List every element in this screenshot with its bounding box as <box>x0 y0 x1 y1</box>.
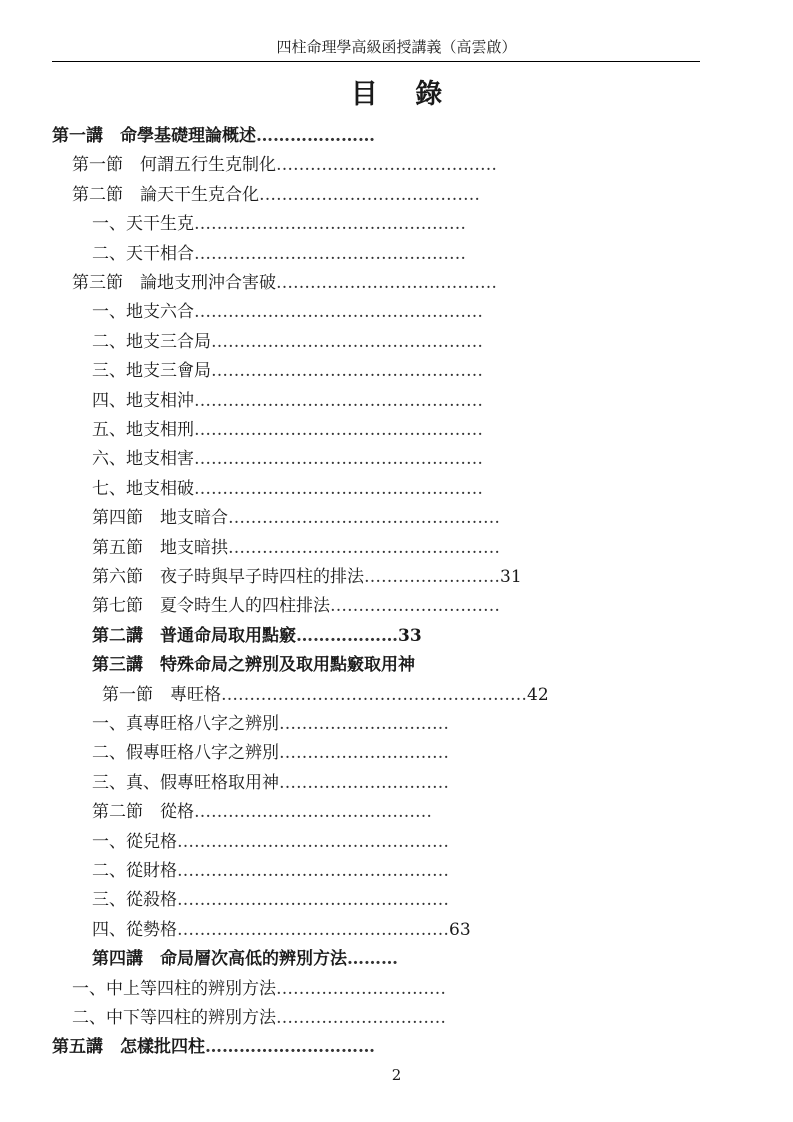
toc-entry[interactable] <box>92 475 483 503</box>
toc-leader-dots: …………………………………… <box>194 802 432 823</box>
toc-entry-title: 一、地支六合 <box>92 302 194 323</box>
toc-entry[interactable] <box>72 181 480 209</box>
toc-leader-dots: ………………………… <box>279 743 449 764</box>
toc-leader-dots: ………………………… <box>205 1037 375 1058</box>
toc-entry-title: 三、地支三會局 <box>92 361 211 382</box>
toc-entry[interactable] <box>92 651 415 679</box>
toc-entry-title: 二、地支三合局 <box>92 331 211 352</box>
toc-entry[interactable] <box>92 534 500 562</box>
toc-leader-dots: ………………………………………… <box>194 243 466 264</box>
toc-entry[interactable] <box>92 504 500 532</box>
toc-entry[interactable] <box>92 298 483 326</box>
toc-leader-dots: ………………………………………… <box>177 919 449 940</box>
toc-leader-dots: ………………………… <box>279 772 449 793</box>
toc-leader-dots: ………………………………… <box>276 155 497 176</box>
toc-entry-title: 第一節 何謂五行生克制化 <box>72 155 276 176</box>
toc-entry[interactable] <box>92 240 466 268</box>
toc-entry[interactable] <box>92 563 522 591</box>
toc-entry-title: 四、地支相沖 <box>92 390 194 411</box>
toc-entry-title: 四、從勢格 <box>92 919 177 940</box>
toc-page-number: 31 <box>500 567 522 587</box>
toc-entry-title: 第一講 命學基礎理論概述 <box>52 126 256 146</box>
toc-entry[interactable] <box>52 1033 375 1061</box>
toc-entry[interactable] <box>92 945 398 973</box>
toc-entry[interactable] <box>92 857 449 885</box>
toc-leader-dots: ………………… <box>256 126 375 146</box>
toc-leader-dots: ……………………………………………… <box>221 684 527 705</box>
toc-leader-dots: ……………… <box>296 625 398 646</box>
toc-entry[interactable] <box>92 739 449 767</box>
toc-leader-dots: ……… <box>347 949 398 970</box>
toc-entry-title: 三、真、假專旺格取用神 <box>92 772 279 793</box>
toc-leader-dots: …………………………………………… <box>194 302 483 323</box>
toc-leader-dots: ………………………… <box>330 596 500 617</box>
toc-page-number: 63 <box>449 919 471 940</box>
toc-entry-title: 二、中下等四柱的辨別方法 <box>72 1008 276 1028</box>
toc-leader-dots: ………………………… <box>276 1008 446 1028</box>
page-title: 目 錄 <box>350 79 457 110</box>
toc-entry-title: 五、地支相刑 <box>92 420 194 440</box>
toc-entry[interactable] <box>92 416 483 444</box>
toc-entry-title: 第二節 從格 <box>92 802 194 823</box>
toc-entry-title: 第二節 論天干生克合化 <box>72 184 259 205</box>
toc-entry-title: 三、從殺格 <box>92 890 177 911</box>
toc-leader-dots: ………………………………………… <box>211 331 483 352</box>
toc-leader-dots: ………………………… <box>276 978 446 999</box>
toc-entry-title: 一、從兒格 <box>92 831 177 852</box>
toc-entry-title: 一、真專旺格八字之辨別 <box>92 714 279 734</box>
toc-leader-dots: ………………………………………… <box>228 508 500 529</box>
toc-entry-title: 第二講 普通命局取用點竅 <box>92 625 296 646</box>
toc-leader-dots: …………………………………………… <box>194 449 483 470</box>
toc-entry-title: 第五節 地支暗拱 <box>92 537 228 558</box>
toc-leader-dots: ………………………………… <box>259 184 480 205</box>
toc-entry-title: 第七節 夏令時生人的四柱排法 <box>92 596 330 617</box>
toc-entry[interactable] <box>92 357 483 385</box>
toc-leader-dots: …………………… <box>364 567 500 587</box>
running-header: 四柱命理學高級函授講義（高雲啟） <box>276 38 517 56</box>
toc-entry[interactable] <box>92 387 483 415</box>
toc-entry[interactable] <box>92 622 422 650</box>
toc-leader-dots: …………………………………………… <box>194 420 483 440</box>
toc-entry[interactable] <box>72 1004 446 1032</box>
toc-entry-title: 六、地支相害 <box>92 449 194 470</box>
toc-page-number: 42 <box>527 684 549 705</box>
toc-entry[interactable] <box>92 710 449 738</box>
page-number: 2 <box>391 1066 402 1084</box>
toc-entry[interactable] <box>72 975 446 1003</box>
header-rule <box>52 61 700 62</box>
toc-entry[interactable] <box>92 592 500 620</box>
toc-leader-dots: ………………………………………… <box>177 831 449 852</box>
toc-entry-title: 第三講 特殊命局之辨別及取用點竅取用神 <box>92 655 415 676</box>
toc-entry-title: 第一節 專旺格 <box>102 684 221 705</box>
toc-entry-title: 第六節 夜子時與早子時四柱的排法 <box>92 567 364 587</box>
toc-leader-dots: ………………………………………… <box>194 214 466 235</box>
toc-entry-title: 二、假專旺格八字之辨別 <box>92 743 279 764</box>
toc-entry[interactable] <box>72 269 497 297</box>
toc-entry[interactable] <box>92 916 471 944</box>
toc-entry[interactable] <box>72 151 497 179</box>
toc-leader-dots: …………………………………………… <box>194 478 483 499</box>
toc-entry[interactable] <box>92 445 483 473</box>
toc-entry[interactable] <box>92 828 449 856</box>
toc-entry-title: 二、從財格 <box>92 861 177 881</box>
toc-entry-title: 二、天干相合 <box>92 243 194 264</box>
toc-entry-title: 第五講 怎樣批四柱 <box>52 1037 205 1058</box>
toc-entry-title: 第四講 命局層次高低的辨別方法 <box>92 949 347 970</box>
toc-entry[interactable] <box>92 886 449 914</box>
toc-leader-dots: ………………………………………… <box>177 890 449 911</box>
toc-entry-title: 第三節 論地支刑沖合害破 <box>72 273 276 293</box>
toc-entry-title: 一、中上等四柱的辨別方法 <box>72 978 276 999</box>
toc-leader-dots: ………………………………… <box>276 273 497 293</box>
toc-entry-title: 一、天干生克 <box>92 214 194 235</box>
toc-entry[interactable] <box>52 122 375 150</box>
toc-leader-dots: ………………………………………… <box>177 861 449 881</box>
toc-entry[interactable] <box>92 328 483 356</box>
toc-entry[interactable] <box>102 681 549 709</box>
toc-leader-dots: ………………………………………… <box>211 361 483 382</box>
toc-entry[interactable] <box>92 769 449 797</box>
toc-entry-title: 七、地支相破 <box>92 478 194 499</box>
toc-leader-dots: ………………………………………… <box>228 537 500 558</box>
toc-leader-dots: ………………………… <box>279 714 449 734</box>
toc-page-number: 33 <box>398 625 422 646</box>
toc-entry-title: 第四節 地支暗合 <box>92 508 228 529</box>
toc-entry[interactable] <box>92 210 466 238</box>
toc-entry[interactable] <box>92 798 432 826</box>
toc-leader-dots: …………………………………………… <box>194 390 483 411</box>
